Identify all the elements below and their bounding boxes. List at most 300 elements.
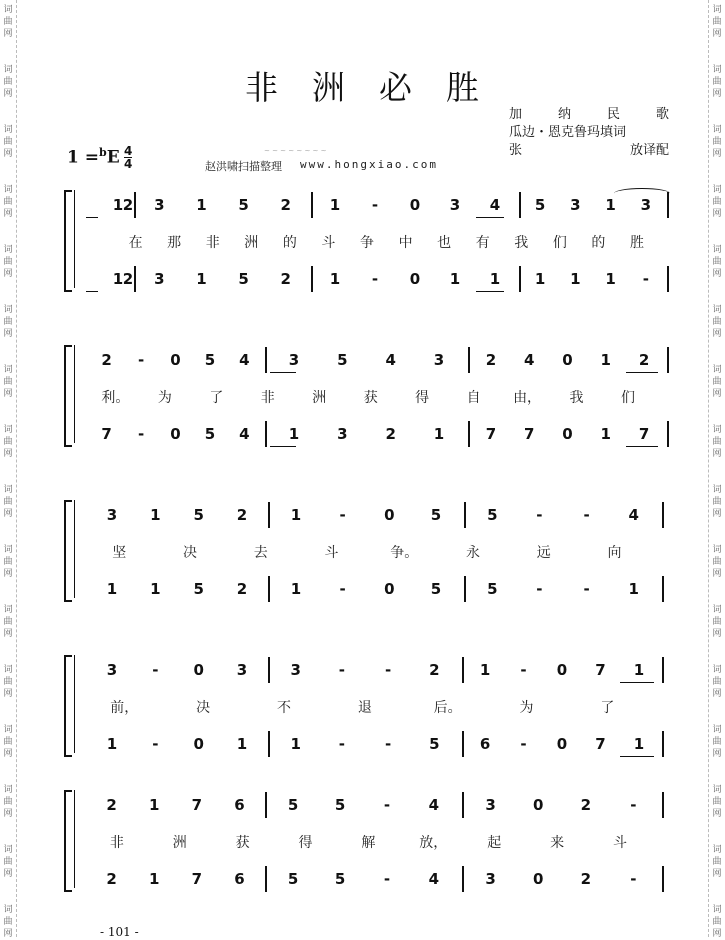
melody-note: 5 [430, 506, 442, 524]
lyric-syllable: 洲 [244, 235, 259, 251]
bass-note: - [536, 580, 543, 598]
bass-note: 4 [428, 870, 440, 888]
credit-text: 瓜边・恩克鲁玛填词 [509, 125, 627, 140]
barline [464, 576, 466, 602]
watermark-char: 词 [712, 245, 722, 255]
melody-note: 6 [234, 796, 245, 814]
lyric-syllable: 的 [591, 235, 606, 251]
melody-note: 4 [385, 351, 396, 369]
music-system [64, 500, 670, 600]
melody-note: 4 [428, 796, 440, 814]
melody-note: 2 [580, 796, 592, 814]
eighth-underline [626, 446, 658, 447]
lyric-syllable: 坚 [112, 545, 127, 561]
lyric-syllable: 得 [298, 835, 313, 851]
bass-note: 5 [334, 870, 346, 888]
credit-text: 民 [606, 107, 620, 122]
eighth-underline [626, 372, 658, 373]
barline [519, 192, 521, 218]
credit-text: 张 [509, 143, 523, 158]
bass-note: 5 [430, 580, 442, 598]
bass-note: 1 [112, 270, 124, 288]
lyric-syllable: 斗 [321, 235, 336, 251]
watermark-char: 词 [712, 725, 722, 735]
system-line [74, 190, 75, 288]
bass-note: 1 [449, 270, 461, 288]
watermark-char: 网 [3, 569, 13, 579]
melody-note: 3 [290, 661, 301, 679]
watermark-char: 词 [712, 905, 722, 915]
watermark-char: 网 [712, 209, 722, 219]
lyric-syllable: 非 [109, 835, 124, 851]
eighth-underline [476, 217, 504, 218]
eighth-underline [620, 682, 654, 683]
system-bracket [64, 500, 72, 602]
bass-note: 7 [595, 735, 606, 753]
watermark-char: 曲 [712, 737, 722, 747]
melody-note: 1 [329, 196, 341, 214]
melody-note: 3 [106, 661, 118, 679]
watermark-char: 网 [712, 89, 722, 99]
watermark-char: 曲 [712, 617, 722, 627]
watermark-char: 词 [3, 785, 13, 795]
bass-note: 4 [239, 425, 250, 443]
melody-note: 4 [524, 351, 535, 369]
barline [667, 266, 669, 292]
bass-note: - [630, 870, 637, 888]
lyric-syllable: 那 [167, 235, 182, 251]
credit-line [509, 142, 669, 160]
melody-note: 5 [204, 351, 216, 369]
barline [268, 657, 270, 683]
bass-note: 2 [385, 425, 396, 443]
bass-note: 1 [196, 270, 207, 288]
watermark-char: 词 [712, 605, 722, 615]
bass-note: 1 [106, 580, 118, 598]
eighth-underline [476, 291, 504, 292]
bass-note: 0 [532, 870, 544, 888]
watermark-char: 曲 [3, 857, 13, 867]
barline [468, 421, 470, 447]
watermark-char: 曲 [3, 257, 13, 267]
bass-note: 1 [150, 580, 161, 598]
melody-note: 0 [556, 661, 568, 679]
melody-note: - [536, 506, 543, 524]
bass-note: 1 [534, 270, 546, 288]
melody-note: 1 [196, 196, 207, 214]
watermark-char: 词 [3, 65, 13, 75]
watermark-char: 曲 [712, 797, 722, 807]
watermark-char: 词 [712, 665, 722, 675]
lyric-syllable: 洲 [312, 390, 327, 406]
watermark-char: 词 [3, 665, 13, 675]
melody-note: 4 [239, 351, 250, 369]
melody-note: 1 [148, 796, 160, 814]
watermark-char: 曲 [712, 857, 722, 867]
watermark-char: 词 [712, 785, 722, 795]
bass-note: 5 [429, 735, 440, 753]
meter-top: 4 [124, 144, 133, 158]
melody-note: 0 [384, 506, 395, 524]
bass-note: 0 [193, 735, 204, 753]
melody-note: - [383, 796, 391, 814]
tie-slur [614, 188, 670, 199]
watermark-char: 网 [3, 689, 13, 699]
bass-note: 3 [337, 425, 348, 443]
lyric-syllable: 决 [182, 545, 197, 561]
meter-bottom: 4 [124, 157, 133, 171]
bass-note: - [384, 735, 392, 753]
watermark-char: 曲 [3, 197, 13, 207]
bass-note: 5 [287, 870, 299, 888]
lyric-syllable: 有 [475, 235, 490, 251]
watermark-char: 词 [3, 725, 13, 735]
melody-note: 2 [280, 196, 291, 214]
faint-stamp: ~ ~ ~ ~ ~ ~ ~ ~ [264, 147, 327, 155]
page-number: - 101 - [100, 925, 139, 939]
barline [462, 866, 464, 892]
watermark-char: 曲 [3, 377, 13, 387]
watermark-char: 词 [3, 245, 13, 255]
watermark-char: 网 [712, 629, 722, 639]
bass-note: 0 [170, 425, 181, 443]
watermark-char: 词 [3, 485, 13, 495]
melody-note: 0 [170, 351, 181, 369]
bass-note: 1 [570, 270, 581, 288]
watermark-char: 网 [3, 389, 13, 399]
melody-note: 3 [640, 196, 652, 214]
key-prefix: 1 = [67, 147, 99, 168]
bass-note: 1 [288, 425, 300, 443]
watermark-char: 曲 [3, 77, 13, 87]
eighth-underline [86, 291, 98, 292]
watermark-char: 词 [712, 5, 722, 15]
barline [265, 792, 267, 818]
eighth-underline [270, 372, 296, 373]
lyric-syllable: 我 [514, 235, 529, 251]
barline [268, 502, 270, 528]
lyric-syllable: 争。 [390, 545, 419, 561]
melody-note: 3 [106, 506, 118, 524]
key-note: E [106, 147, 120, 168]
lyric-syllable: 自 [466, 390, 481, 406]
barline [265, 866, 267, 892]
system-bracket [64, 190, 72, 292]
watermark-char: 词 [712, 65, 722, 75]
bass-note: 3 [485, 870, 496, 888]
watermark-char: 网 [3, 809, 13, 819]
watermark-char: 曲 [3, 917, 13, 927]
credits [509, 106, 669, 160]
bass-note: - [583, 580, 590, 598]
melody-note: - [339, 506, 346, 524]
bass-note: 6 [234, 870, 245, 888]
watermark-char: 曲 [712, 77, 722, 87]
watermark-char: 网 [712, 149, 722, 159]
watermark-char: 网 [712, 449, 722, 459]
watermark-char: 网 [712, 569, 722, 579]
watermark-char: 词 [712, 545, 722, 555]
bass-note: 1 [236, 735, 248, 753]
right-watermark-strip [708, 0, 725, 937]
watermark-char: 网 [712, 389, 722, 399]
watermark-char: 曲 [3, 557, 13, 567]
melody-note: 3 [449, 196, 461, 214]
lyric-syllable: 获 [235, 835, 250, 851]
melody-note: 5 [337, 351, 348, 369]
melody-note: 5 [487, 506, 498, 524]
bass-note: - [339, 580, 346, 598]
lyric-syllable: 退 [357, 700, 372, 716]
watermark-char: 曲 [712, 317, 722, 327]
watermark-char: 词 [3, 845, 13, 855]
melody-note: 3 [236, 661, 248, 679]
lyric-syllable: 洲 [172, 835, 187, 851]
watermark-char: 曲 [3, 737, 13, 747]
melody-note: 1 [605, 196, 616, 214]
barline [464, 502, 466, 528]
barline [268, 576, 270, 602]
watermark-char: 曲 [712, 377, 722, 387]
watermark-char: 词 [3, 425, 13, 435]
watermark-char: 曲 [712, 497, 722, 507]
watermark-char: 网 [3, 149, 13, 159]
bass-note: 5 [487, 580, 498, 598]
bass-note: 0 [384, 580, 395, 598]
watermark-char: 网 [712, 929, 722, 939]
watermark-char: 词 [3, 185, 13, 195]
bass-note: 5 [238, 270, 249, 288]
lyric-syllable: 胜 [630, 235, 644, 251]
barline [468, 347, 470, 373]
watermark-char: 网 [3, 509, 13, 519]
melody-note: 5 [334, 796, 346, 814]
watermark-char: 网 [3, 29, 13, 39]
melody-note: 3 [433, 351, 445, 369]
bass-note: - [642, 270, 649, 288]
watermark-char: 曲 [712, 257, 722, 267]
watermark-char: 网 [712, 329, 722, 339]
melody-note: 1 [633, 661, 645, 679]
system-bracket [64, 790, 72, 892]
bass-note: 3 [154, 270, 165, 288]
lyric-syllable: 不 [276, 700, 291, 716]
watermark-char: 曲 [3, 317, 13, 327]
lyric-syllable: 起 [487, 835, 502, 851]
melody-note: - [371, 196, 379, 214]
barline [662, 866, 664, 892]
lyric-syllable: 斗 [612, 835, 627, 851]
barline [265, 421, 267, 447]
melody-note: 5 [287, 796, 299, 814]
melody-note: - [152, 661, 159, 679]
lyric-syllable: 们 [620, 390, 635, 406]
credit-text: 放译配 [629, 143, 669, 158]
watermark-char: 网 [712, 689, 722, 699]
lyric-syllable: 后。 [433, 700, 462, 716]
lyric-syllable: 解 [361, 835, 376, 851]
barline [462, 792, 464, 818]
barline [662, 657, 664, 683]
bass-note: 1 [329, 270, 341, 288]
bass-note: - [338, 735, 345, 753]
lyric-syllable: 得 [415, 390, 430, 406]
website-url: www.hongxiao.com [300, 158, 438, 171]
melody-note: 2 [122, 196, 134, 214]
watermark-char: 网 [712, 269, 722, 279]
lyric-syllable: 由， [513, 390, 542, 406]
lyric-syllable: 远 [536, 545, 551, 561]
eighth-underline [620, 756, 654, 757]
bass-note: - [137, 425, 145, 443]
barline [662, 502, 664, 528]
watermark-char: 词 [712, 425, 722, 435]
system-line [74, 345, 75, 443]
credit-line [509, 106, 669, 124]
watermark-char: 词 [3, 905, 13, 915]
lyric-syllable: 的 [282, 235, 297, 251]
melody-note: 2 [101, 351, 112, 369]
left-watermark-strip [0, 0, 17, 937]
watermark-char: 词 [712, 365, 722, 375]
melody-note: 7 [595, 661, 606, 679]
watermark-char: 词 [712, 305, 722, 315]
watermark-char: 曲 [712, 437, 722, 447]
melody-note: - [384, 661, 392, 679]
watermark-char: 网 [3, 749, 13, 759]
lyric-syllable: 利。 [101, 390, 130, 406]
watermark-char: 词 [3, 305, 13, 315]
watermark-char: 网 [3, 329, 13, 339]
barline [662, 792, 664, 818]
watermark-char: 词 [712, 185, 722, 195]
melody-note: 1 [112, 196, 124, 214]
bass-note: 2 [106, 870, 117, 888]
watermark-char: 曲 [3, 677, 13, 687]
key-signature [67, 146, 120, 168]
watermark-char: 曲 [3, 437, 13, 447]
melody-note: 0 [562, 351, 573, 369]
system-bracket [64, 345, 72, 447]
watermark-char: 网 [712, 869, 722, 879]
lyric-syllable: 中 [398, 235, 413, 251]
bass-note: 1 [633, 735, 645, 753]
bass-note: 7 [638, 425, 650, 443]
watermark-char: 词 [712, 485, 722, 495]
watermark-char: 网 [3, 89, 13, 99]
watermark-char: 曲 [3, 17, 13, 27]
scanner-credit: 赵洪啸扫描整理 [205, 160, 282, 173]
melody-note: 2 [236, 506, 248, 524]
melody-note: 3 [485, 796, 496, 814]
bass-note: 0 [409, 270, 421, 288]
melody-note: 1 [479, 661, 491, 679]
lyric-syllable: 们 [552, 235, 567, 251]
melody-note: 3 [154, 196, 165, 214]
lyric-syllable: 决 [196, 700, 211, 716]
watermark-char: 曲 [3, 797, 13, 807]
melody-note: - [630, 796, 637, 814]
bass-note: 1 [290, 580, 302, 598]
watermark-char: 曲 [3, 497, 13, 507]
music-system [64, 190, 670, 290]
bass-note: - [371, 270, 379, 288]
barline [519, 266, 521, 292]
barline [268, 731, 270, 757]
watermark-char: 网 [712, 29, 722, 39]
lyric-syllable: 向 [607, 545, 622, 561]
time-signature [124, 145, 132, 170]
melody-note: - [338, 661, 345, 679]
bass-note: 1 [148, 870, 160, 888]
bass-note: 2 [122, 270, 134, 288]
melody-note: 0 [409, 196, 421, 214]
bass-note: 7 [485, 425, 497, 443]
melody-note: 0 [532, 796, 544, 814]
song-title: 非洲必胜 [245, 68, 513, 107]
bass-note: 1 [628, 580, 639, 598]
bass-note: 2 [236, 580, 248, 598]
lyric-syllable: 来 [550, 835, 565, 851]
melody-note: 1 [600, 351, 611, 369]
lyric-syllable: 了 [209, 390, 224, 406]
lyric-syllable: 在 [128, 235, 143, 251]
melody-note: 2 [638, 351, 650, 369]
watermark-char: 网 [712, 809, 722, 819]
lyric-syllable: 争 [360, 235, 374, 251]
bass-note: 5 [204, 425, 216, 443]
watermark-char: 曲 [712, 17, 722, 27]
watermark-char: 曲 [3, 617, 13, 627]
watermark-char: 词 [3, 365, 13, 375]
bass-note: 7 [191, 870, 203, 888]
bass-note: 1 [605, 270, 616, 288]
credit-text: 加 [509, 107, 523, 122]
bass-note: 1 [106, 735, 118, 753]
lyric-syllable: 获 [363, 390, 378, 406]
watermark-char: 词 [712, 125, 722, 135]
eighth-underline [270, 446, 296, 447]
system-line [74, 790, 75, 888]
melody-note: 2 [106, 796, 117, 814]
melody-note: 2 [429, 661, 440, 679]
system-line [74, 655, 75, 753]
melody-note: - [137, 351, 145, 369]
lyric-syllable: 永 [465, 545, 480, 561]
credit-line [509, 124, 669, 142]
barline [311, 266, 313, 292]
watermark-char: 网 [3, 869, 13, 879]
watermark-char: 网 [3, 449, 13, 459]
watermark-char: 词 [3, 5, 13, 15]
music-system [64, 345, 670, 445]
lyric-syllable: 也 [437, 235, 452, 251]
system-line [74, 500, 75, 598]
barline [265, 347, 267, 373]
melody-note: 3 [288, 351, 300, 369]
music-system [64, 790, 670, 890]
barline [667, 421, 669, 447]
bass-note: 2 [280, 270, 291, 288]
watermark-char: 词 [3, 125, 13, 135]
lyric-syllable: 放， [419, 835, 448, 851]
melody-note: 1 [150, 506, 161, 524]
bass-note: 7 [101, 425, 112, 443]
credit-text: 纳 [557, 107, 571, 122]
melody-note: 2 [485, 351, 497, 369]
lyric-syllable: 非 [260, 390, 275, 406]
barline [667, 347, 669, 373]
